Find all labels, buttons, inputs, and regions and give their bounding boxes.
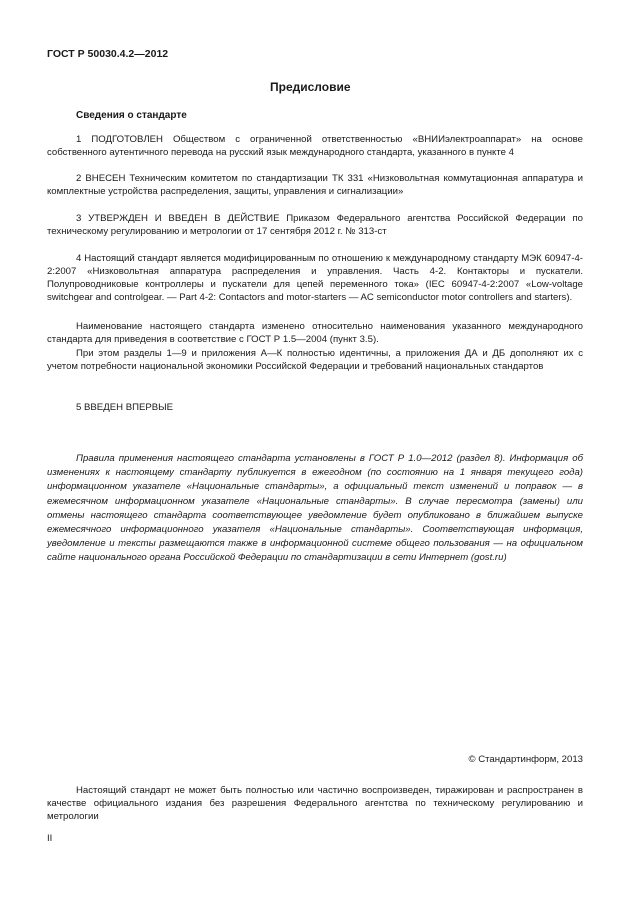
- item-1-prepared: 1 ПОДГОТОВЛЕН Обществом с ограниченной ответственностью «ВНИИэлектроаппарат» на основе собственного аутентичного перевода на русский язык международного стандарта, указанного в пункте 4: [47, 134, 583, 158]
- item-2-introduced: 2 ВНЕСЕН Техническим комитетом по стандартизации ТК 331 «Низковольтная коммутационная аппаратура и комплектные устройства распределения, защиты, управления и сигнализации»: [47, 173, 583, 197]
- item-4-modified: 4 Настоящий стандарт является модифицированным по отношению к международному стандарту МЭК 60947-4-2:2007 «Низковольтная аппаратура распределения и управления. Часть 4-2. Контакторы и пускатели. Полупроводниковые контроллеры и пускатели для цепей переменного тока» (IEC 60947-4-2:2007 «Low-voltage switchgear and controlgear. — Part 4-2: Contactors and motor-starters — AC semiconductor motor controllers and starters).: [47, 253, 583, 303]
- section-subtitle: Сведения о стандарте: [76, 110, 187, 121]
- reproduction-notice: Настоящий стандарт не может быть полностью или частично воспроизведен, тиражирован и распространен в качестве официального издания без разрешения Федерального агентства по техническому регулированию и метрологии: [47, 785, 583, 822]
- application-rules-notice: Правила применения настоящего стандарта установлены в ГОСТ Р 1.0—2012 (раздел 8). Информация об изменениях к настоящему стандарту публикуется в ежегодном (по состоянию на 1 января текущего года) информационном указателе «Национальные стандарты», а официальный текст изменений и поправок — в ежемесячном информационном указателе «Национальные стандарты». В случае пересмотра (замены) или отмены настоящего стандарта соответствующее уведомление будет опубликовано в ближайшем выпуске ежемесячного информационного указателя «Национальные стандарты». Соответствующая информация, уведомление и тексты размещаются также в информационной системе общего пользования — на официальном сайте национального органа Российской Федерации по стандартизации в сети Интернет (gost.ru): [47, 453, 583, 564]
- copyright-line: © Стандартинформ, 2013: [468, 754, 583, 765]
- item-4-sections: При этом разделы 1—9 и приложения А—К полностью идентичны, а приложения ДА и ДБ дополняют их с учетом потребности национальной экономики Российской Федерации и требований национальных стандартов: [47, 348, 583, 372]
- item-3-approved: 3 УТВЕРЖДЕН И ВВЕДЕН В ДЕЙСТВИЕ Приказом Федерального агентства Российской Федерации по техническому регулированию и метрологии от 17 сентября 2012 г. № 313-ст: [47, 213, 583, 237]
- page-number: II: [47, 833, 53, 844]
- item-5-first-introduced: 5 ВВЕДЕН ВПЕРВЫЕ: [76, 402, 174, 413]
- page-title: Предисловие: [270, 80, 351, 94]
- document-code-header: ГОСТ Р 50030.4.2—2012: [47, 48, 169, 60]
- item-4-name-change: Наименование настоящего стандарта изменено относительно наименования указанного международного стандарта для приведения в соответствие с ГОСТ Р 1.5—2004 (пункт 3.5).: [47, 321, 583, 345]
